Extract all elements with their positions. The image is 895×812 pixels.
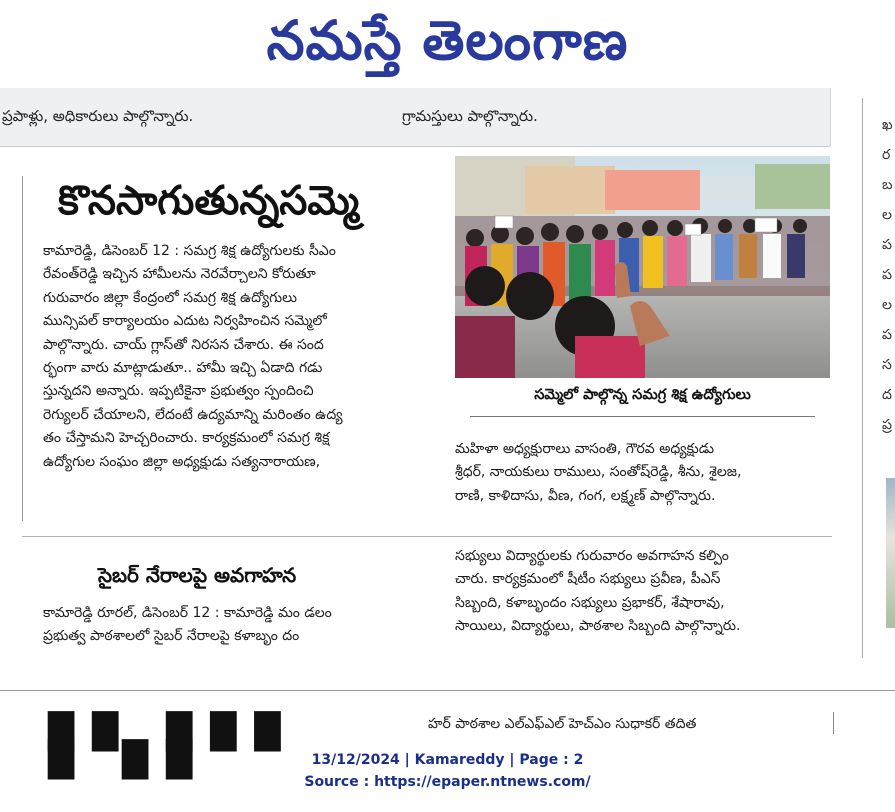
right-margin-photo-edge [886,478,895,628]
story-divider [22,536,832,537]
bottom-column-rule [833,712,834,734]
margin-fragment: ప [882,237,892,253]
band-bottom-rule [0,146,830,147]
right-margin-rule [862,98,863,658]
body-line: రెగ్యులర్ చేయాలని, లేదంటే ఉద్యమాన్ని మరింతం ఉద్య [43,406,343,423]
body-line: ప్రభుత్వ పాఠశాలలో సైబర్ నేరాలపై కళాబృం దం [43,628,300,645]
margin-fragment: ల [882,207,892,223]
main-story-continuation [455,438,833,508]
margin-fragment: ప [882,327,892,343]
body-line: పాల్గొన్నారు. చాయ్ గ్లాస్‌తో నిరసన చేశారు. ఈ సంద [43,336,324,353]
lower-section-rule [0,690,895,691]
second-story-body [43,602,438,649]
body-line: మున్సిపల్ కార్యాలయం ఎదుట నిర్వహించిన సమ్మెలో [43,313,327,330]
body-line: ఉద్యోగుల సంఘం జిల్లా అధ్యక్షుడు సత్యనారాయణ, [43,453,321,470]
margin-fragment: ర [882,147,891,163]
margin-fragment: బ [882,177,893,193]
margin-fragment: ద [882,387,892,403]
body-line: సభ్యులు విద్యార్థులకు గురువారం అవగాహన కల్పిం [455,548,729,564]
body-line: గురువారం జిల్లా కేంద్రంలో సమగ్ర శిక్ష ఉద్యోగులు [43,289,297,306]
body-line: కామారెడ్డి, డిసెంబర్ 12 : సమగ్ర శిక్ష ఉద్యోగులకు సీఎం [43,243,336,259]
body-line: కామారెడ్డి రూరల్, డిసెంబర్ 12 : కామారెడ్డి మం డలం [43,605,332,621]
body-line: రాణి, కాళిదాసు, వీణ, గంగ, లక్ష్మణ్ పాల్గొన్నారు. [455,487,716,504]
protest-photo-illustration [455,156,830,378]
margin-fragment: ల [882,297,892,313]
body-line: స్తున్నదని అన్నారు. ఇప్పటికైనా ప్రభుత్వం స్పందించి [43,383,314,400]
body-line: చారు. కార్యక్రమంలో షీటీం సభ్యులు ప్రవీణ, పీఎస్ [455,571,721,588]
news-photo [455,156,830,378]
body-line: సాయిలు, విద్యార్థులు, పాఠశాల సిబ్బంది పాల్గొన్నారు. [455,618,741,635]
body-line: తం చేస్తామని హెచ్చరించారు. కార్యక్రమంలో సమగ్ర శిక్ష [43,430,330,447]
margin-fragment: ప [882,267,892,283]
footer-source-line: Source : https://epaper.ntnews.com/ [304,774,591,790]
cropped-headline-fragment: ██ ███ █ ██ [48,712,299,780]
masthead-logo: నమస్తే తెలంగాణ [266,9,629,72]
margin-fragment: ప్ర [882,417,892,433]
top-snippet-left: ప్రపాళ్లు, అధికారులు పాల్గొన్నారు. [2,107,194,125]
margin-fragment: ఖ [882,117,893,133]
top-snippet-right: గ్రామస్తులు పాల్గొన్నారు. [402,107,538,125]
right-margin-text [882,110,893,440]
body-line: శ్రీధర్, నాయకులు రాములు, సంతోష్‌రెడ్డి, శీను, శైలజ, [455,464,742,481]
body-line: ర్భంగా వారు మాట్లాడుతూ.. హామీ ఇచ్చి ఏడాది గడు [43,360,323,377]
bottom-snippet: హర్ పాఠశాల ఎల్ఎఫ్ఎల్ హెచ్ఎం సుధాకర్ తదిత [428,716,697,732]
story-left-rule [22,176,23,521]
second-story-continuation [455,545,833,639]
body-line: రేవంత్‌రెడ్డి ఇచ్చిన హామీలను నెరవేర్చాలని కోరుతూ [43,266,316,283]
column-divider-top [830,88,831,146]
photo-caption: సమ్మెలో పాల్గొన్న సమగ్ర శిక్ష ఉద్యోగులు [534,387,751,403]
main-story-body [43,240,438,474]
margin-fragment: స [882,357,892,373]
footer-date-line: 13/12/2024 | Kamareddy | Page : 2 [311,752,584,768]
right-margin-column [862,98,895,658]
body-line: మహిళా అధ్యక్షురాలు వాసంతి, గౌరవ అధ్యక్షుడు [455,441,714,457]
second-headline: సైబర్ నేరాలపై అవగాహన [98,563,297,587]
main-headline: కొనసాగుతున్నసమ్మె [58,178,360,224]
caption-underline [470,416,815,417]
body-line: సిబ్బంది, కళాబృందం సభ్యులు ప్రభాకర్, శేషారావు, [455,594,725,611]
